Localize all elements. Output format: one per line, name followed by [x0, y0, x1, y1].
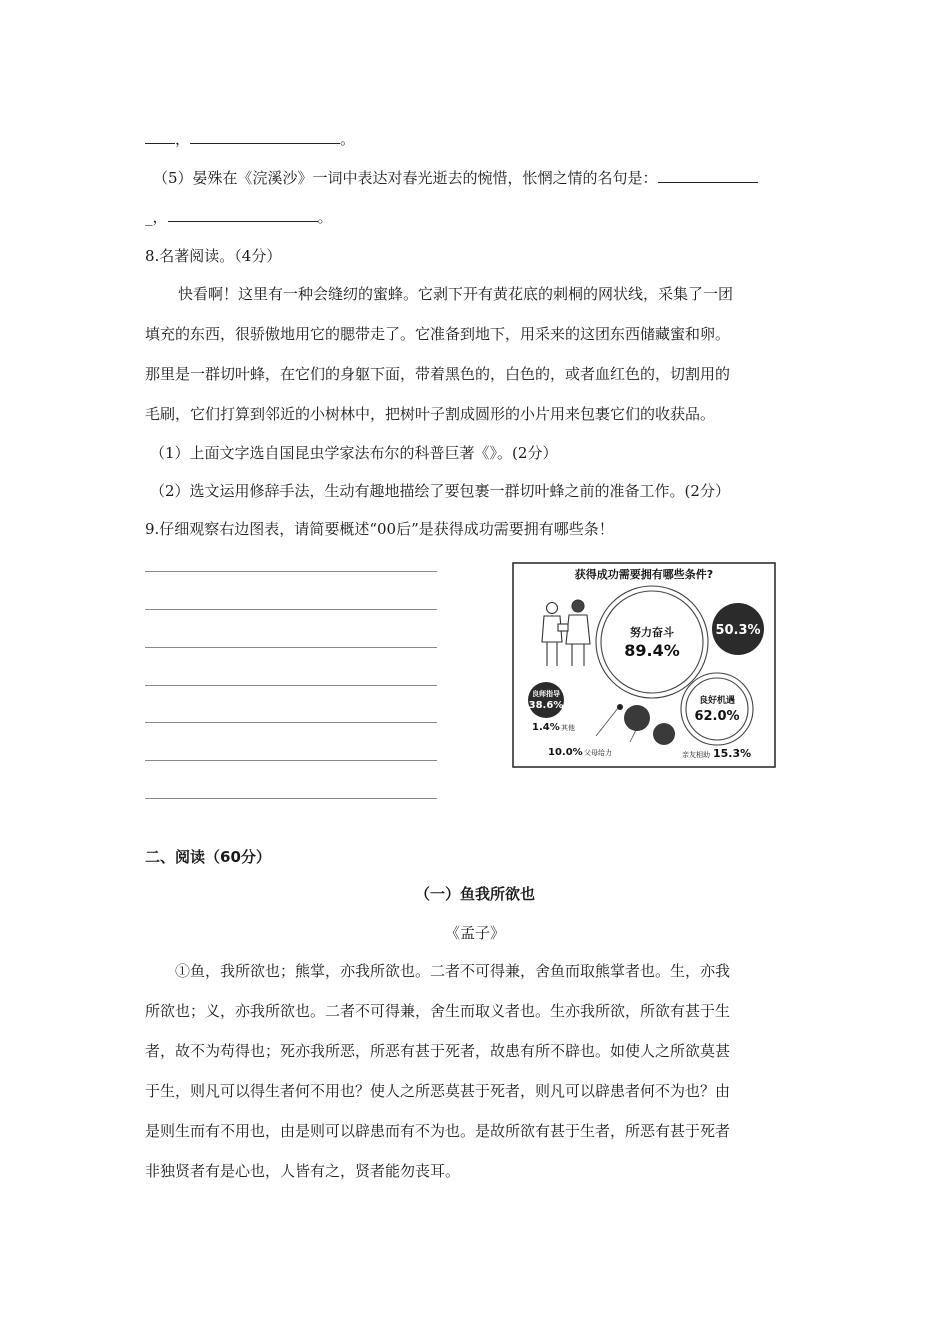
bubble-other — [617, 704, 623, 710]
q8-title: 8.名著阅读。（4分） — [145, 247, 282, 265]
q7-item5-cont: _， 。 — [145, 208, 333, 226]
label-other-value: 1.4% — [532, 722, 560, 733]
section2-sub-title: （一）鱼我所欲也 — [414, 885, 535, 903]
bubble-label: 良好机遇 — [698, 696, 736, 706]
section2-para-line: 是则生而有不用也，由是则可以辟患而有不为也。是故所欲有甚于生者，所恶有甚于死者 — [145, 1122, 731, 1140]
answer-line[interactable] — [145, 685, 437, 686]
answer-line[interactable] — [145, 798, 437, 799]
answer-blank[interactable] — [168, 207, 318, 222]
bubble-value: 50.3% — [715, 623, 761, 638]
q8-para-line: 快看啊！这里有一种会缝纫的蜜蜂。它剥下开有黄花底的刺桐的网状线，采集了一团 — [178, 285, 734, 303]
bubble-value: 89.4% — [624, 641, 680, 660]
q8-para-line: 那里是一群切叶蜂，在它们的身躯下面，带着黑色的，白色的，或者血红色的，切割用的 — [145, 365, 731, 383]
chart-frame — [513, 563, 775, 767]
q9-title: 9.仔细观察右边图表，请简要概述“00后”是获得成功需要拥有哪些条！ — [145, 520, 614, 538]
answer-line[interactable] — [145, 609, 437, 610]
q8-para-line: 填充的东西，很骄傲地用它的腮带走了。它准备到地下，用采来的这团东西储藏蜜和卵。 — [145, 325, 731, 343]
section2-author: 《孟子》 — [444, 924, 505, 942]
bubble-label: 良师指导 — [532, 690, 560, 698]
label-parents-value: 10.0% — [548, 747, 583, 758]
bubble-parents — [624, 705, 650, 731]
bubble-label: 努力奋斗 — [630, 626, 674, 639]
section2-title: 二、阅读（60分） — [145, 848, 271, 866]
bubble-value: 38.6% — [528, 700, 564, 711]
section2-para-line: ①鱼，我所欲也；熊掌，亦我所欲也。二者不可得兼，舍鱼而取熊掌者也。生，亦我 — [175, 962, 731, 980]
bubble-dark-50 — [712, 603, 764, 655]
q8-sub1: （1）上面文字选自国昆虫学家法布尔的科普巨著《》。(2分） — [150, 444, 558, 462]
chart-title: 获得成功需要拥有哪些条件? — [574, 568, 714, 581]
answer-line[interactable] — [145, 722, 437, 723]
bubble-value: 62.0% — [694, 709, 740, 724]
answer-blank[interactable] — [190, 129, 340, 144]
section2-para-line: 于生，则凡可以得生者何不用也？使人之所恶莫甚于死者，则凡可以辟患者何不为也？由 — [145, 1082, 731, 1100]
bubble-mentor — [528, 682, 564, 718]
bubble-relatives — [653, 723, 675, 745]
q7-top-line: ， 。 — [145, 129, 355, 149]
label-parents-name: 父母给力 — [584, 749, 612, 757]
label-relatives-value: 15.3% — [713, 747, 752, 760]
q7-item5: （5）晏殊在《浣溪沙》一词中表达对春光逝去的惋惜，怅惘之情的名句是： — [153, 168, 758, 188]
answer-line[interactable] — [145, 571, 437, 572]
section2-para-line: 非独贤者有是心也，人皆有之，贤者能勿丧耳。 — [145, 1162, 461, 1180]
section2-para-line: 所欲也；义，亦我所欲也。二者不可得兼，舍生而取义者也。生亦我所欲，所欲有甚于生 — [145, 1002, 731, 1020]
success-conditions-chart — [512, 562, 776, 768]
answer-blank[interactable] — [145, 129, 175, 144]
answer-line[interactable] — [145, 647, 437, 648]
label-other-name: 其他 — [561, 724, 575, 732]
answer-blank[interactable] — [658, 168, 758, 183]
label-relatives-name: 亲友相助 — [682, 751, 710, 759]
q8-sub2: （2）选文运用修辞手法，生动有趣地描绘了要包裹一群切叶蜂之前的准备工作。(2分） — [150, 482, 730, 500]
section2-para-line: 者，故不为苟得也；死亦我所恶，所恶有甚于死者，故患有所不辟也。如使人之所欲莫甚 — [145, 1042, 731, 1060]
answer-line[interactable] — [145, 760, 437, 761]
q8-para-line: 毛刷，它们打算到邻近的小树林中，把树叶子割成圆形的小片用来包裹它们的收获品。 — [145, 405, 716, 423]
